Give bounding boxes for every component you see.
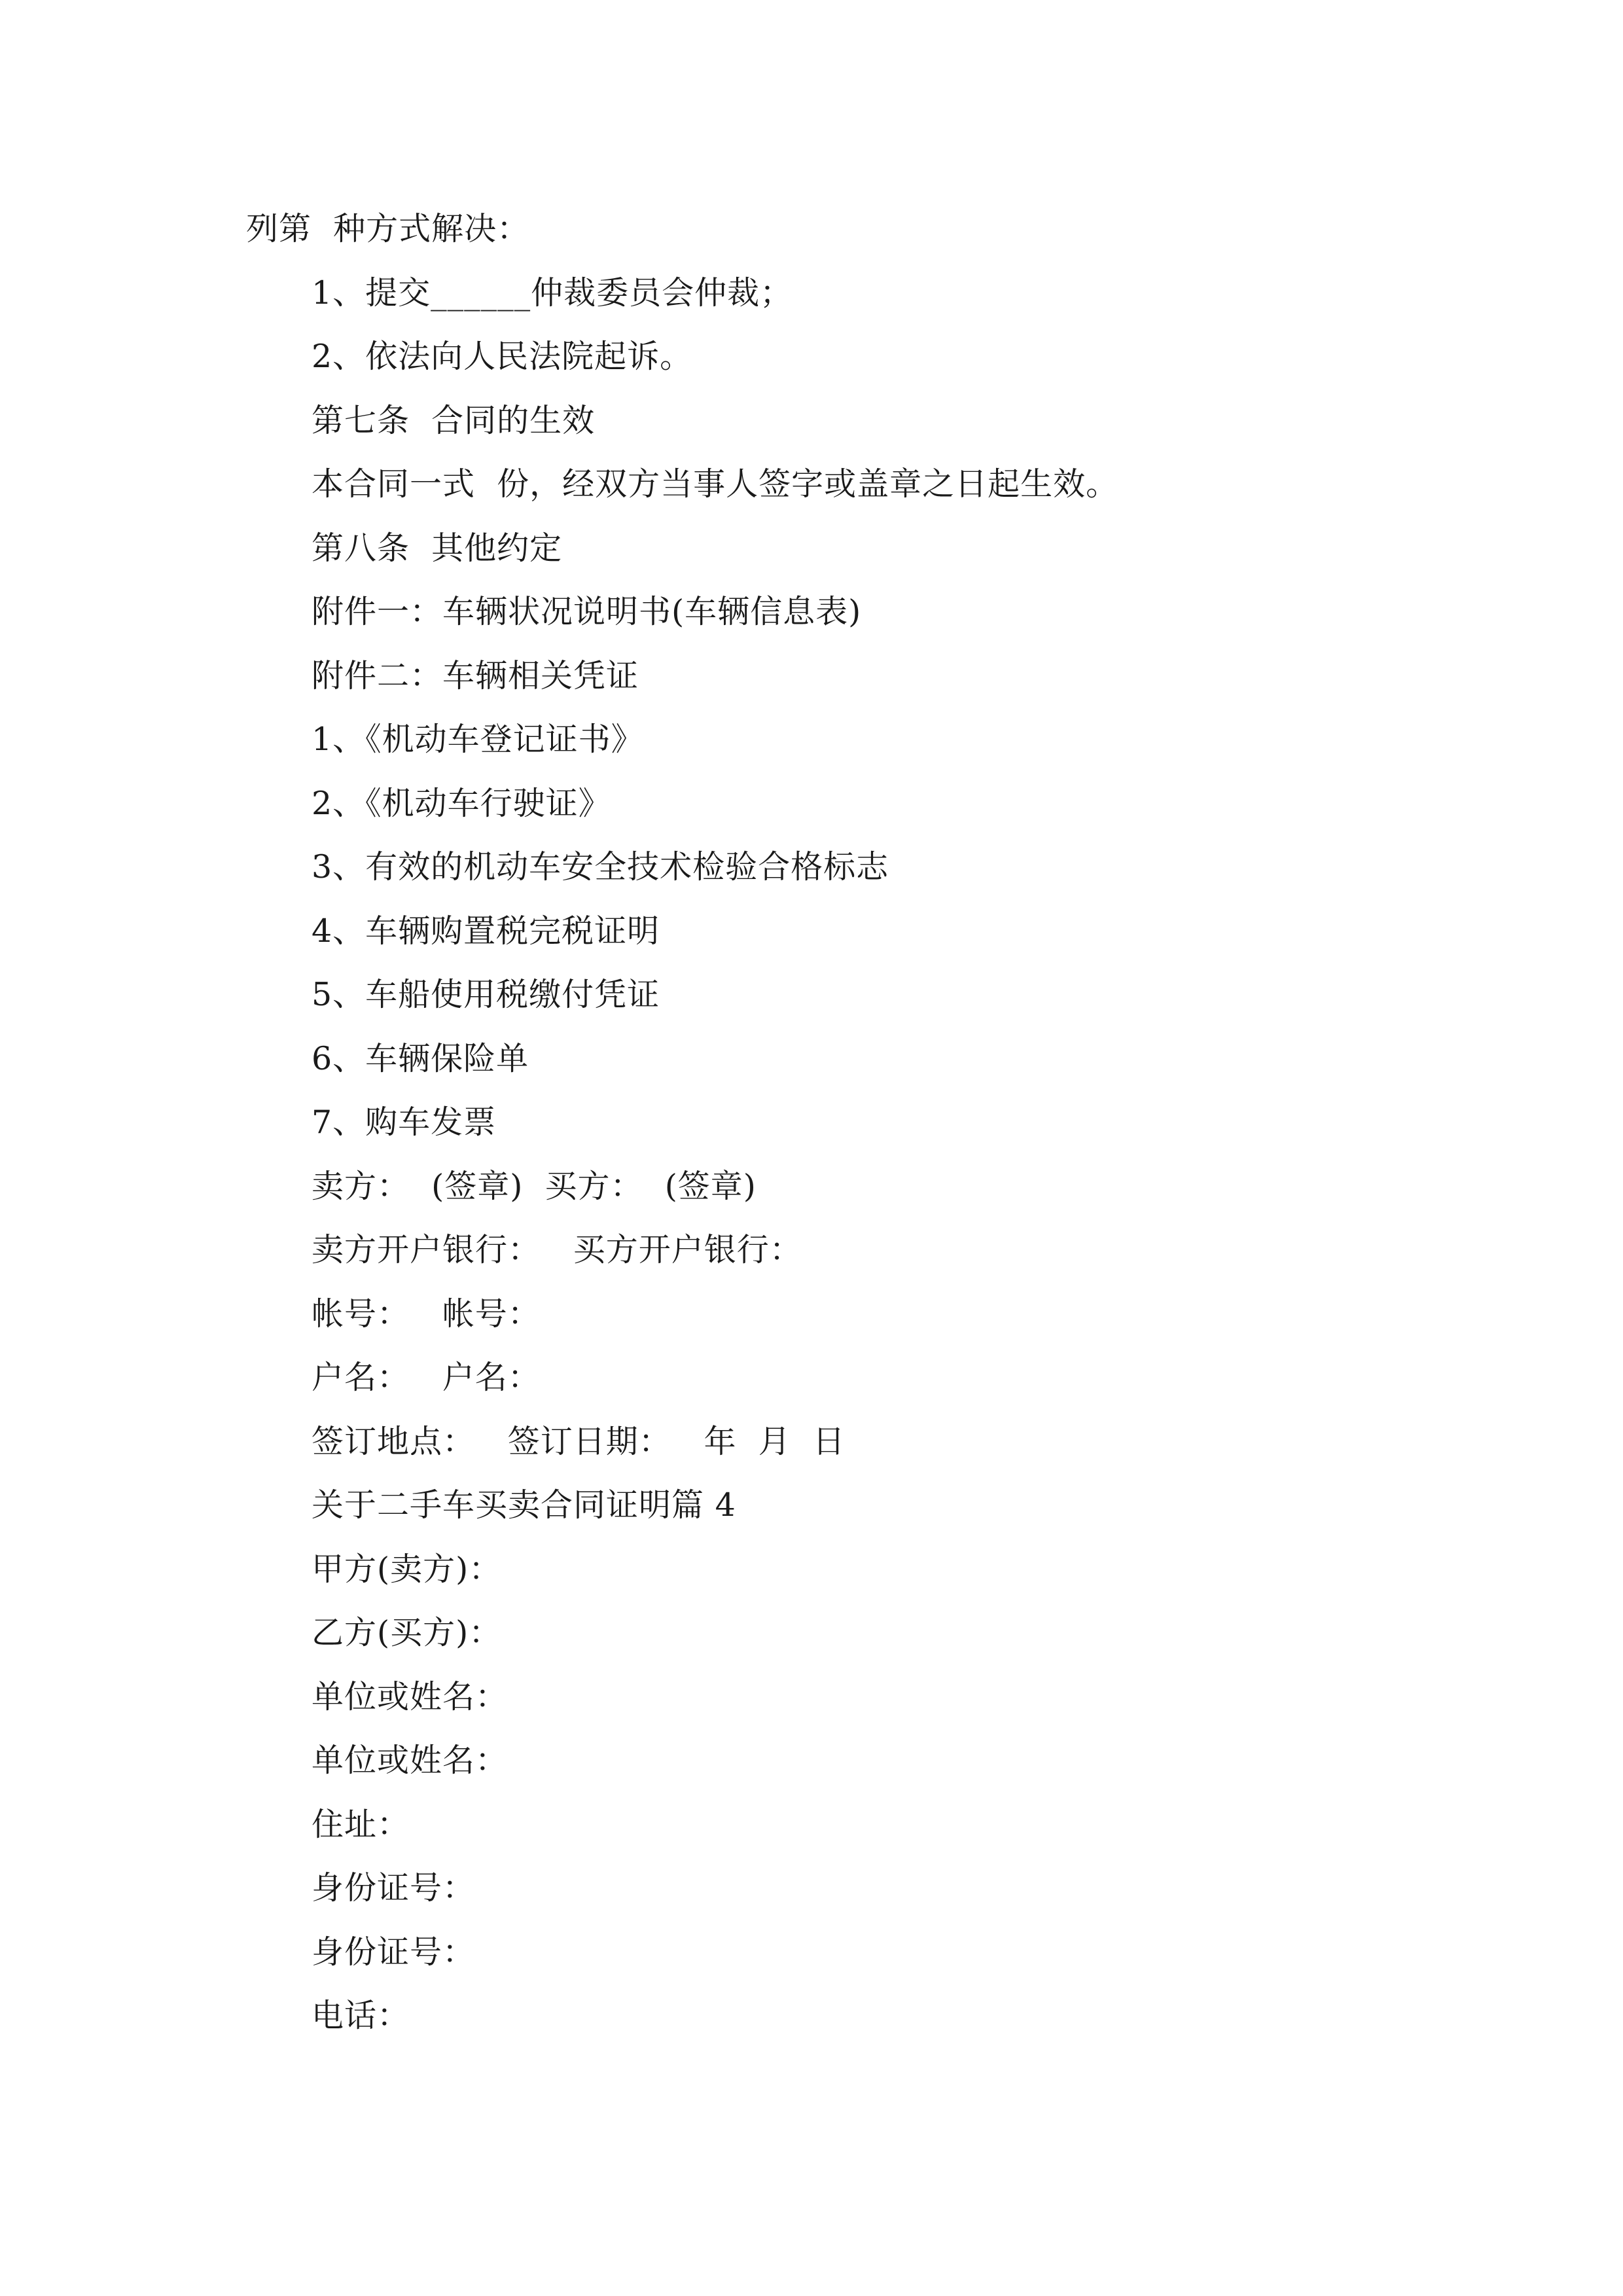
unit-or-name-1: 单位或姓名： xyxy=(312,1678,508,1715)
signing-place-date-line: 签订地点： 签订日期： 年 月 日 xyxy=(312,1423,846,1460)
dispute-resolution-intro: 列第 种方式解决： xyxy=(246,210,530,247)
id-number-1: 身份证号： xyxy=(312,1869,476,1907)
bank-line: 卖方开户银行： 买方开户银行： xyxy=(312,1231,802,1268)
section-4-title: 关于二手车买卖合同证明篇 4 xyxy=(312,1486,736,1524)
unit-or-name-2: 单位或姓名： xyxy=(312,1742,508,1779)
litigation-option: 2、依法向人民法院起诉。 xyxy=(312,338,693,375)
phone-field: 电话： xyxy=(312,1997,410,2034)
article-8-heading: 第八条 其他约定 xyxy=(312,529,563,567)
article-7-text: 本合同一式 份，经双方当事人签字或盖章之日起生效。 xyxy=(312,465,1119,503)
address-field: 住址： xyxy=(312,1806,410,1843)
document-item-2: 2、《机动车行驶证》 xyxy=(312,785,611,822)
account-number-line: 帐号： 帐号： xyxy=(312,1295,541,1333)
account-name-line: 户名： 户名： xyxy=(312,1359,541,1396)
document-item-6: 6、车辆保险单 xyxy=(312,1040,529,1077)
article-7-heading: 第七条 合同的生效 xyxy=(312,402,596,439)
id-number-2: 身份证号： xyxy=(312,1933,476,1971)
arbitration-option: 1、提交______仲裁委员会仲裁； xyxy=(312,274,793,312)
party-a-seller: 甲方(卖方)： xyxy=(312,1551,502,1588)
attachment-2: 附件二：车辆相关凭证 xyxy=(312,657,639,694)
document-item-5: 5、车船使用税缴付凭证 xyxy=(312,976,660,1013)
attachment-1: 附件一：车辆状况说明书(车辆信息表) xyxy=(312,593,862,630)
document-item-7: 7、购车发票 xyxy=(312,1103,497,1141)
signature-line: 卖方： (签章) 买方： (签章) xyxy=(312,1168,757,1205)
party-b-buyer: 乙方(买方)： xyxy=(312,1614,502,1651)
document-item-3: 3、有效的机动车安全技术检验合格标志 xyxy=(312,848,889,886)
document-item-4: 4、车辆购置税完税证明 xyxy=(312,912,660,950)
document-item-1: 1、《机动车登记证书》 xyxy=(312,721,644,758)
